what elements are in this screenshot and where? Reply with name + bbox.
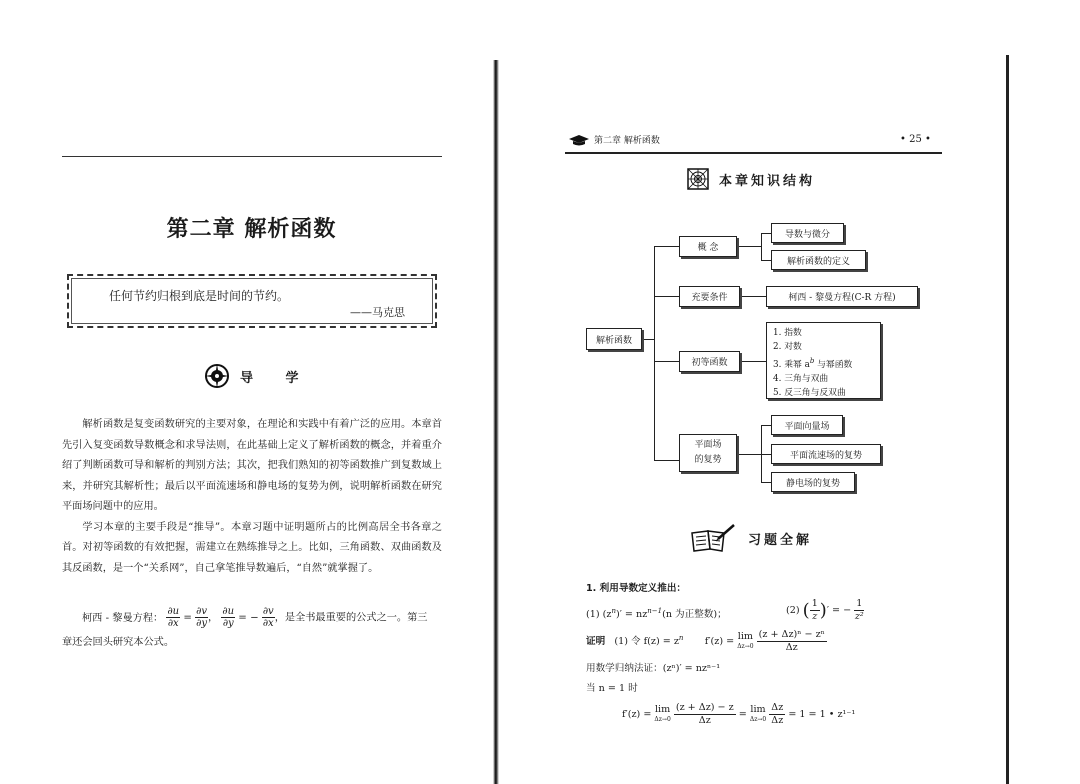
compass-icon: [204, 363, 230, 389]
problem-title: 1. 利用导数定义推出：: [586, 583, 687, 594]
page-edge: [1006, 55, 1009, 784]
quote-box: [67, 274, 437, 328]
final-equation: f′(z) = lim Δz→0 $\frac{(z + \Delta z) - z}{\Delta z}$ = lim Δz→0 $\frac{\Delta z}{\Delta z}$ = 1 = 1 • z¹⁻¹: [622, 702, 856, 726]
cr-prefix: 柯西 - 黎曼方程：: [82, 612, 164, 624]
frac-dv-dx: $\frac{\partial v}{\partial x}$: [262, 606, 274, 629]
node-condition: 充要条件: [679, 286, 740, 307]
list-item: 5. 反三角与反双曲: [773, 387, 846, 398]
knowledge-structure-title: [687, 168, 815, 190]
exercise-title-text: 习题全解: [748, 532, 813, 548]
exercise-title: [690, 523, 812, 553]
node-flow-potential: 平面流速场的复势: [771, 444, 881, 464]
quote-text: 任何节约归根到底是时间的节约。: [109, 289, 290, 303]
graduation-cap-icon: [568, 134, 590, 146]
guide-heading: [204, 363, 313, 389]
node-electrostatic: 静电场的复势: [771, 472, 855, 492]
quote-author: ——马克思: [350, 306, 405, 319]
node-analytic-def: 解析函数的定义: [771, 250, 866, 270]
cr-suffix: ，是全书最重要的公式之一。第三: [274, 612, 428, 624]
header-rule: [565, 152, 942, 154]
node-vector-field: 平面向量场: [771, 415, 843, 435]
page-number: • 25 •: [900, 134, 931, 145]
cauchy-riemann-line: 柯西 - 黎曼方程： $\frac{\partial u}{\partial x}$ = $\frac{\partial v}{\partial y}$ ， $\frac{\partial u}{\partial y}$ = − $\frac{\partial v}{\partial x}$ ，是全书最重要的公式之一。第三: [62, 606, 442, 629]
frac-du-dx: $\frac{\partial u}{\partial x}$: [167, 606, 180, 629]
page-binding: [493, 60, 499, 784]
top-rule: [62, 156, 442, 157]
frac-du-dy: $\frac{\partial u}{\partial y}$: [222, 606, 235, 629]
header-chapter: 第二章 解析函数: [594, 136, 660, 146]
guide-heading-text: 导 学: [240, 370, 313, 386]
node-root: 解析函数: [586, 328, 642, 350]
node-cr-equation: 柯西 - 黎曼方程(C-R 方程): [766, 286, 918, 307]
list-item: 4. 三角与双曲: [773, 373, 829, 384]
book-pen-icon: [690, 523, 736, 553]
proof-line: 证明 (1) 令 $f(z) = z^n$ f′(z) = lim Δz→0 $\frac{\text{(z + Δz)ⁿ − zⁿ}}{\Delta z}$: [586, 629, 825, 653]
paragraph-2: 学习本章的主要手段是“推导”。本章习题中证明题所占的比例高居全书各章之首。对初等函数的有效把握，需建立在熟练推导之上。比如，三角函数、双曲函数及其反函数，是一个“关系网”，自己拿笔推导数遍后，“自然”就掌握了。: [62, 521, 442, 574]
list-item: 1. 指数: [773, 328, 802, 338]
node-derivative: 导数与微分: [771, 223, 844, 243]
intro-text: [62, 415, 442, 579]
web-icon: [687, 168, 709, 190]
problem-part-2: (2) ( $\frac{1}{z}$ )′ = − $\frac{1}{\text{z²}}$: [786, 598, 864, 622]
cr-line-2: 章还会回头研究本公式。: [62, 637, 175, 648]
frac-dv-dy: $\frac{\partial v}{\partial y}$: [196, 606, 207, 629]
elementary-list: [766, 322, 881, 399]
node-field: 平面场 的复势: [679, 434, 737, 472]
node-concept: 概 念: [679, 236, 737, 257]
running-header: [568, 133, 660, 146]
problem-part-1: (1) $(z^n)' = nz^{n-1}(n$ 为正整数)；: [586, 606, 727, 620]
list-item: 2. 对数: [773, 342, 802, 352]
induction-line: 用数学归纳法证：(zⁿ)′ = nzⁿ⁻¹: [586, 663, 721, 674]
list-item: 3. 乘幂 $a^b$ 与幂函数: [773, 357, 853, 370]
knowledge-title-text: 本章知识结构: [719, 173, 816, 189]
node-elementary: 初等函数: [679, 351, 740, 372]
base-case-line: 当 n = 1 时: [586, 683, 638, 694]
chapter-title: 第二章 解析函数: [166, 217, 337, 242]
paragraph-1: 解析函数是复变函数研究的主要对象，在理论和实践中有着广泛的应用。本章首先引入复变函数导数概念和求导法则，在此基础上定义了解析函数的概念，并着重介绍了判断函数可导和解析的判别方法；其次，把我们熟知的初等函数推广到复数域上来，并研究其解析性；最后以平面流速场和静电场的复势为例，说明解析函数在研究平面场问题中的应用。: [62, 419, 442, 512]
